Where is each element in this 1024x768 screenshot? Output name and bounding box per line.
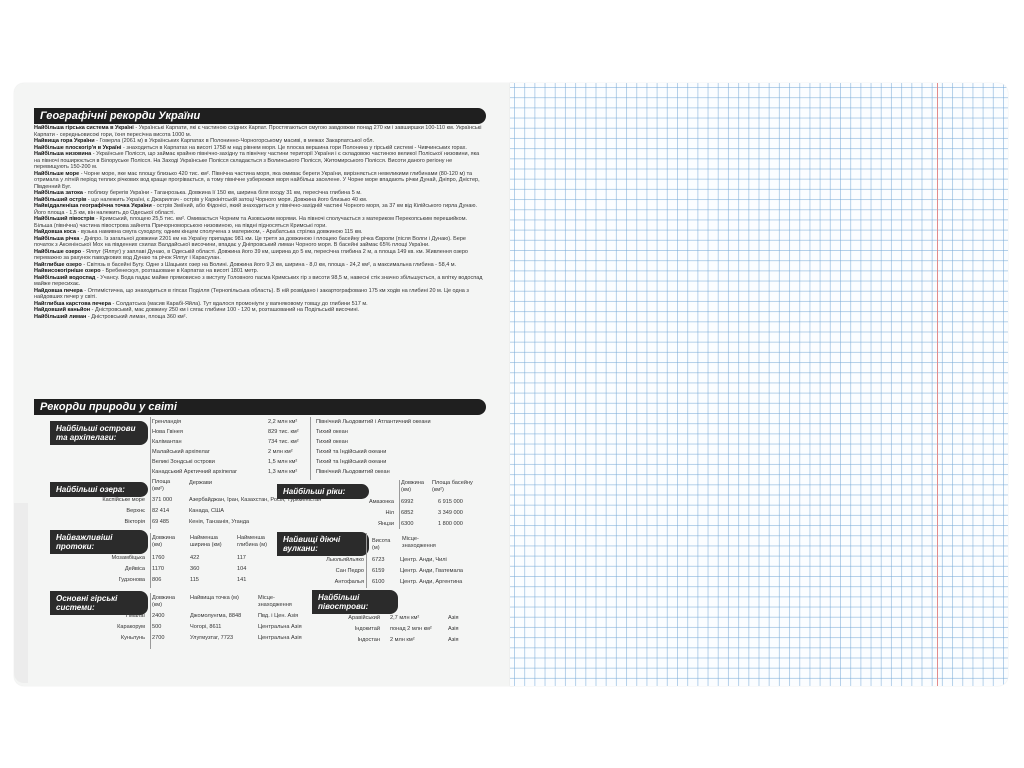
river-basin: 6 915 000	[438, 499, 463, 505]
river-name: Амазонка	[368, 499, 394, 505]
strait-length: 1760	[152, 555, 165, 561]
lakes-col-area: Площа (км²)	[152, 479, 171, 492]
record-text: - Учансу. Вода падає майже прямовисно з виступу Головного пасма Кримських гір з висоти 98,5 м, навесні стік значно збільшується, а влітку водоспад майже пересихає.	[34, 274, 483, 287]
mountain-peak: Улугмузтаг, 7723	[190, 635, 234, 641]
mountains-col-location: Місце-знаходження	[258, 595, 292, 608]
strait-length: 806	[152, 577, 162, 583]
island-area: 829 тис. км²	[268, 429, 299, 435]
record-text: - острів Зміїний, або Фідонісі, який знаходиться у північно-західній частині Чорного моря, за 37 км від Кілійського гирла Дунаю. Його площа - 1,5 км, він належить до Одеської області.	[34, 203, 478, 216]
river-length: 6300	[401, 521, 414, 527]
strait-name: Дейвіса	[124, 566, 145, 572]
peninsula-area: 2 млн км²	[390, 637, 415, 643]
record-text: - Дністровський, має довжину 250 км і сягає глибини 100 - 120 м, розташований на Подільській височині.	[90, 307, 360, 313]
volcano-location: Центр. Анди, Гватемала	[400, 568, 463, 574]
record-heading: Найбільший лиман	[34, 313, 87, 320]
island-ocean: Тихий та Індійський океани	[316, 449, 387, 455]
record-text: - вузька намивна смуга суходолу, одним кінцем сполучена з материком, - Арабатська стрілка довжиною 115 км.	[75, 229, 363, 235]
lake-states: Канада, США	[189, 508, 224, 514]
strait-min-width: 115	[190, 577, 199, 583]
mountain-name: Гімалаї	[125, 613, 145, 619]
record-text: - поблизу берегів України - Таганрозька. Довжина її 150 км, ширина біля входу 31 км, пересічна глибина 5 м.	[82, 190, 362, 196]
record-paragraph	[34, 314, 486, 321]
record-heading: Найбільша річка	[34, 235, 80, 242]
mountain-peak: Чогорі, 8611	[190, 624, 222, 630]
strait-min-depth: 117	[237, 555, 246, 561]
record-heading: Найбільше плоскогір'я в Україні	[34, 144, 122, 151]
record-heading: Найвіддаленіша географічна точка України	[34, 203, 152, 209]
rivers-col-length: Довжина (км)	[401, 480, 424, 493]
record-text: - Говерла (2061 м) в Українських Карпатах в Полонинно-Чорногорському масиві, в межах Закарпатської обл.	[94, 138, 375, 144]
lake-states: Азербайджан, Іран, Казахстан, Росія, Туркменістан	[189, 497, 322, 503]
record-text: - Ялпуг (Ялпуг) у заплаві Дунаю, в Одеській області. Довжина його 39 км, ширина до 5 км, пересічна глибина 2 м, а площа 149 кв. км. Живлення озеро переважно за рахунок паводкових вод Дунаю та річок Ялпуг і Карасулан.	[34, 248, 468, 261]
mountain-peak: Джомолунгма, 8848	[190, 613, 242, 619]
island-name: Гренландія	[152, 419, 182, 425]
record-paragraph	[34, 236, 486, 249]
record-heading: Найвисокогірніше озеро	[34, 268, 101, 274]
record-text: - Світязь в басейні Бугу. Одне з Шацьких озер на Волині. Довжина його 9,3 км, ширина - 8,0 км, площа - 24,2 км², а максимальна глибина - 58,4 м.	[81, 261, 457, 268]
record-paragraph	[34, 249, 486, 262]
lake-name: Вікторія	[124, 519, 145, 525]
mountains-label: Основні гірські системи:	[50, 591, 148, 615]
peninsula-area: 2,7 млн км²	[390, 615, 420, 621]
strait-name: Мозамбіцька	[111, 555, 145, 561]
strait-min-width: 422	[190, 555, 200, 561]
lake-area: 371 000	[152, 497, 173, 503]
world-records-header	[34, 399, 486, 415]
record-heading: Найбільша гірська система в Україні	[34, 125, 134, 131]
right-page-grid	[510, 83, 1008, 686]
page-fold	[14, 503, 28, 683]
islands-separator	[150, 417, 151, 480]
volcano-name: Сан Педро	[335, 568, 364, 574]
volcano-height: 6723	[372, 557, 385, 563]
record-paragraph	[34, 171, 486, 191]
strait-min-width: 360	[190, 566, 200, 572]
record-paragraph	[34, 275, 486, 288]
lake-area: 69 485	[152, 519, 170, 525]
volcanoes-col-height: Висота (м)	[372, 538, 391, 551]
ukraine-records-text	[34, 125, 486, 320]
record-paragraph	[34, 151, 486, 171]
strait-length: 1170	[152, 566, 165, 572]
straits-col-min-width: Найменша ширина (км)	[190, 535, 222, 548]
lakes-separator	[150, 480, 151, 529]
straits-col-length: Довжина (км)	[152, 535, 175, 548]
mountains-separator	[150, 593, 151, 649]
island-ocean: Тихий океан	[316, 439, 348, 445]
river-length: 6852	[401, 510, 414, 516]
island-area: 2,2 млн км²	[268, 419, 298, 425]
rivers-label: Найбільші ріки:	[277, 484, 369, 499]
record-heading: Найбільший водоспад	[34, 274, 96, 281]
record-text: - Українські Карпати, які є частиною східних Карпат. Простягаються смугою завдовжки понад 270 км і завширшки 100-110 км. Українські Карпати - середньовисокі гори, їхня пересічна висота 1000 м.	[34, 125, 482, 138]
peninsula-name: Аравійський	[348, 615, 380, 621]
record-heading: Найбільший острів	[34, 196, 87, 203]
volcano-name: Льюльяйльяко	[326, 557, 364, 563]
record-heading: Найбільше озеро	[34, 248, 82, 255]
peninsula-area: понад 2 млн км²	[390, 626, 432, 632]
record-heading: Найдовша печера	[34, 287, 83, 294]
ukraine-records-title: Географічні рекорди України	[40, 110, 201, 122]
lake-states: Кенія, Танзанія, Уганда	[189, 519, 250, 525]
strait-min-depth: 141	[237, 577, 247, 583]
mountain-length: 2400	[152, 613, 165, 619]
island-name: Калімантан	[152, 439, 182, 445]
volcano-name: Антофалья	[334, 579, 364, 585]
island-ocean: Північний Льодовитий і Атлантичний океани	[316, 419, 431, 425]
record-text: - Оптимістична, що знаходиться в гіпсах Поділля (Тернопільська область). В ній розвідано і закартографовано 175 км ходів на глибині 20 м. Це одна з найдовших печер у світі.	[34, 287, 469, 300]
lakes-label: Найбільші озера:	[50, 482, 148, 497]
rivers-col-basin: Площа басейну (км²)	[432, 480, 473, 493]
lake-name: Верхнє	[126, 508, 145, 514]
volcano-height: 6159	[372, 568, 385, 574]
margin-line	[937, 83, 938, 686]
mountain-length: 2700	[152, 635, 165, 641]
record-text: - Солдатська (масив Карабі-Яйла). Тут вдалося промоніути у вапняковому товщу до глибини 517 м.	[111, 300, 368, 307]
record-text: - що належить Україні, є Джарилгач - острів у Каркінітській затоці Чорного моря. Довжина його близько 40 км.	[86, 196, 368, 203]
volcanoes-separator	[366, 533, 367, 588]
record-paragraph	[34, 288, 486, 301]
record-paragraph	[34, 203, 486, 216]
volcanoes-label: Найвищі діючі вулкани:	[277, 532, 369, 556]
peninsula-name: Індостан	[357, 637, 380, 643]
river-name: Ніл	[385, 510, 394, 516]
island-area: 2 млн км²	[268, 449, 293, 455]
ukraine-records-header	[34, 108, 486, 124]
world-records-title: Рекорди природи у світі	[40, 401, 177, 413]
mountain-location: Центральна Азія	[258, 635, 302, 641]
peninsula-part: Азія	[448, 637, 459, 643]
record-text: - Дністровський лиман, площа 360 км².	[86, 313, 188, 320]
record-text: - Чорне море, яке має площу близько 420 тис. км². Північна частина моря, яка омиває береги України, вирізняється невеликими глибинами (80-120 м) та отримала у літній період теплих річкових вод краще прогрівається, а тому північне узбережжя моря найбільш заселене. У Чорне море впадають річки Дунай, Дніпро, Дністер, Південний Буг.	[34, 170, 480, 190]
island-name: Малайський архіпелаг	[152, 449, 210, 455]
record-heading: Найдовший каньйон	[34, 307, 91, 313]
record-heading: Найбільше море	[34, 170, 80, 177]
volcano-location: Центр. Анди, Чилі	[400, 557, 447, 563]
island-area: 1,5 млн км²	[268, 459, 298, 465]
islands-separator	[310, 417, 311, 480]
record-heading: Найвища гора України	[34, 138, 95, 144]
mountain-location: Центральна Азія	[258, 624, 302, 630]
lakes-col-states: Держави	[189, 480, 212, 486]
straits-col-min-depth: Найменша глибина (м)	[237, 535, 267, 548]
mountains-col-peak: Найвища точка (м)	[190, 595, 239, 601]
volcano-location: Центр. Анди, Аргентина	[400, 579, 463, 585]
island-name: Нова Гвінея	[152, 429, 183, 435]
island-area: 734 тис. км²	[268, 439, 299, 445]
island-name: Великі Зондські острови	[152, 459, 215, 465]
volcanoes-col-location: Місце-знаходження	[402, 536, 436, 549]
island-area: 1,3 млн км²	[268, 469, 298, 475]
peninsula-name: Індокитай	[354, 626, 380, 632]
mountain-name: Каракорум	[117, 624, 145, 630]
straits-separator	[150, 533, 151, 588]
peninsula-part: Азія	[448, 626, 459, 632]
volcano-height: 6100	[372, 579, 385, 585]
island-ocean: Тихий та Індійський океани	[316, 459, 387, 465]
mountain-location: Пвд. і Цен. Азія	[258, 613, 299, 619]
river-length: 6992	[401, 499, 414, 505]
strait-min-depth: 104	[237, 566, 247, 572]
record-heading: Найбільший півострів	[34, 216, 95, 222]
island-name: Канадський Арктичний архіпелаг	[152, 469, 238, 475]
peninsulas-label: Найбільші півострови:	[312, 590, 398, 614]
record-text: - Кримський, площею 25,5 тис. км². Омивається Чорним та Азовським морями. На півночі сполучається з материком Перекопським перешийком. Більша (північна) частина півострова зайнята Причорноморською низовиною, на півдні підносяться Кримські гори.	[34, 216, 468, 229]
mountain-name: Куньлунь	[120, 635, 145, 641]
lake-area: 82 414	[152, 508, 170, 514]
record-heading: Найглибша карстова печера	[34, 300, 112, 307]
island-ocean: Північний Льодовитий океан	[316, 469, 390, 475]
lake-name: Каспійське море	[102, 497, 145, 503]
straits-label: Найважливіші протоки:	[50, 530, 148, 554]
record-text: - Українське Полісся, що займає крайню північно-західну та північну частини території України і є складовою частиною великої Поліської низовини, яка на півночі поширюється в Білоруське Полісся. На Заході Українське Полісся складається з Волинського Полісся, Житомирського Полісся. Висоти даного регіону не перевищують 150-200 м.	[34, 151, 480, 170]
record-heading: Найбільша затока	[34, 190, 83, 196]
record-text: - знаходиться в Карпатах на висоті 1758 м над рівнем моря. Це плоска вершина гори Полонина у гірській системі - Чивчинських горах.	[121, 144, 467, 151]
river-basin: 1 800 000	[438, 521, 463, 527]
record-text: - Дніпро. Із загальної довжини 2201 км на Україну припадає 981 км. Це третя за довжиною і площею басейну річка Європи (після Волги і Дунаю). Бере початок з Аксенінської Мох на південних схилах Валдайської височини, впадає у Дніпровський лиман Чорного моря. В басейні займає 65% площі України.	[34, 235, 466, 248]
record-heading: Найбільша низовина	[34, 151, 92, 157]
rivers-separator	[399, 480, 400, 529]
record-heading: Найглибше озеро	[34, 261, 82, 268]
river-name: Янцзи	[378, 521, 394, 527]
river-basin: 3 349 000	[438, 510, 463, 516]
strait-name: Гудзонова	[118, 577, 145, 583]
record-text: - Бребенескул, розташоване в Карпатах на висоті 1801 метр.	[100, 268, 259, 274]
record-paragraph	[34, 216, 486, 229]
mountain-length: 500	[152, 624, 162, 630]
peninsula-part: Азія	[448, 615, 459, 621]
islands-label: Найбільші острови та архіпелаги:	[50, 421, 148, 445]
record-heading: Найдовша коса	[34, 229, 76, 235]
island-ocean: Тихий океан	[316, 429, 348, 435]
record-paragraph	[34, 125, 486, 138]
mountains-col-length: Довжина (км)	[152, 595, 175, 608]
